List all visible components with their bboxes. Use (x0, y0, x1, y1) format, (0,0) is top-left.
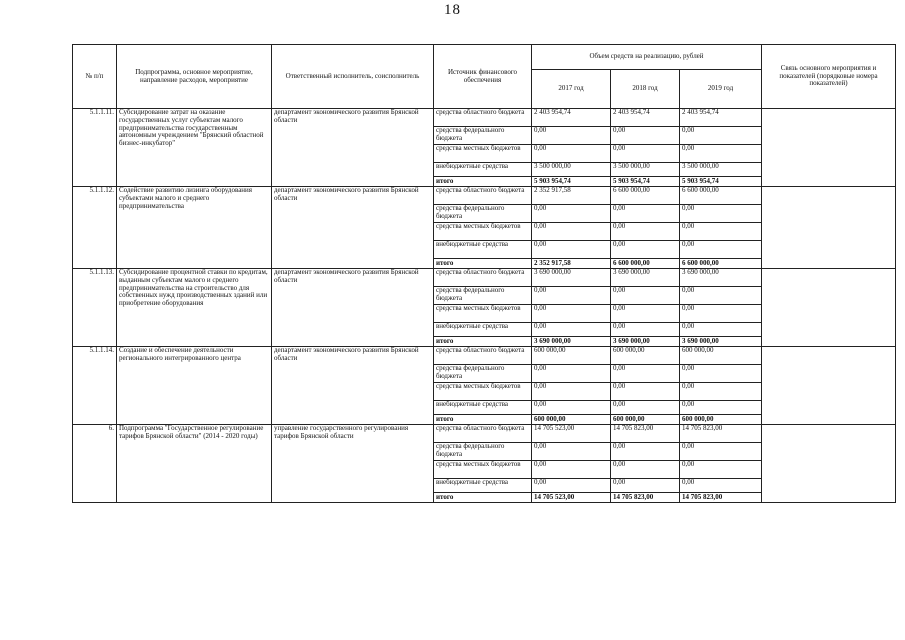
total-2018: 5 903 954,74 (611, 177, 680, 187)
amount-2019: 0,00 (680, 443, 762, 461)
amount-2018: 0,00 (611, 145, 680, 163)
amount-2018: 0,00 (611, 461, 680, 479)
row-number: 5.1.1.13. (73, 269, 117, 347)
amount-2018: 0,00 (611, 401, 680, 415)
total-2019: 14 705 823,00 (680, 493, 762, 503)
source-label: средства федерального бюджета (434, 287, 532, 305)
row-number: 5.1.1.12. (73, 187, 117, 269)
amount-2019: 0,00 (680, 287, 762, 305)
source-label: средства областного бюджета (434, 109, 532, 127)
amount-2018: 0,00 (611, 323, 680, 337)
total-2017: 5 903 954,74 (532, 177, 611, 187)
amount-2018: 0,00 (611, 365, 680, 383)
row-link (762, 187, 896, 269)
source-label: внебюджетные средства (434, 241, 532, 259)
amount-2017: 0,00 (532, 323, 611, 337)
amount-2019: 0,00 (680, 479, 762, 493)
source-label: средства областного бюджета (434, 425, 532, 443)
amount-2018: 0,00 (611, 241, 680, 259)
amount-2019: 0,00 (680, 305, 762, 323)
source-label: средства федерального бюджета (434, 127, 532, 145)
header-year-2018: 2018 год (611, 70, 680, 109)
total-2018: 600 000,00 (611, 415, 680, 425)
amount-2017: 0,00 (532, 401, 611, 415)
row-name: Субсидирование процентной ставки по кредитам, выданным субъектам малого и среднего предпринимательства на строительство для собственных нужд производственных зданий или приобретение оборудования (117, 269, 272, 347)
amount-2017: 600 000,00 (532, 347, 611, 365)
total-label: итого (434, 415, 532, 425)
amount-2017: 14 705 523,00 (532, 425, 611, 443)
amount-2017: 0,00 (532, 305, 611, 323)
amount-2019: 0,00 (680, 241, 762, 259)
amount-2017: 0,00 (532, 383, 611, 401)
row-link (762, 347, 896, 425)
source-label: внебюджетные средства (434, 401, 532, 415)
row-number: 5.1.1.11. (73, 109, 117, 187)
amount-2017: 2 352 917,58 (532, 187, 611, 205)
amount-2017: 0,00 (532, 365, 611, 383)
row-executor: управление государственного регулирования тарифов Брянской области (272, 425, 434, 503)
amount-2019: 0,00 (680, 223, 762, 241)
total-label: итого (434, 493, 532, 503)
header-link: Связь основного мероприятия и показателей (порядковые номера показателей) (762, 45, 896, 109)
amount-2019: 6 600 000,00 (680, 187, 762, 205)
row-number: 6. (73, 425, 117, 503)
amount-2018: 600 000,00 (611, 347, 680, 365)
source-label: средства федерального бюджета (434, 205, 532, 223)
page-number: 18 (444, 2, 461, 18)
amount-2019: 2 403 954,74 (680, 109, 762, 127)
amount-2017: 0,00 (532, 127, 611, 145)
table-row (73, 347, 896, 365)
amount-2019: 0,00 (680, 323, 762, 337)
header-year-2017: 2017 год (532, 70, 611, 109)
total-2017: 3 690 000,00 (532, 337, 611, 347)
total-2017: 14 705 523,00 (532, 493, 611, 503)
amount-2017: 0,00 (532, 479, 611, 493)
row-number: 5.1.1.14. (73, 347, 117, 425)
table-row (73, 187, 896, 205)
amount-2018: 0,00 (611, 305, 680, 323)
total-2019: 6 600 000,00 (680, 259, 762, 269)
total-2018: 14 705 823,00 (611, 493, 680, 503)
source-label: средства местных бюджетов (434, 383, 532, 401)
source-label: средства местных бюджетов (434, 305, 532, 323)
header-num: № п/п (73, 45, 117, 109)
amount-2018: 3 690 000,00 (611, 269, 680, 287)
source-label: внебюджетные средства (434, 163, 532, 177)
total-label: итого (434, 177, 532, 187)
total-2019: 5 903 954,74 (680, 177, 762, 187)
row-name: Содействие развитию лизинга оборудования субъектами малого и среднего предпринимательства (117, 187, 272, 269)
table-row (73, 109, 896, 127)
header-executor: Ответственный исполнитель, соисполнитель (272, 45, 434, 109)
amount-2019: 14 705 823,00 (680, 425, 762, 443)
source-label: средства федерального бюджета (434, 365, 532, 383)
amount-2017: 0,00 (532, 461, 611, 479)
amount-2018: 6 600 000,00 (611, 187, 680, 205)
header-subprogram: Подпрограмма, основное мероприятие, направление расходов, мероприятие (117, 45, 272, 109)
amount-2017: 0,00 (532, 223, 611, 241)
row-executor: департамент экономического развития Брянской области (272, 109, 434, 187)
amount-2018: 0,00 (611, 383, 680, 401)
total-label: итого (434, 259, 532, 269)
total-label: итого (434, 337, 532, 347)
amount-2017: 0,00 (532, 241, 611, 259)
source-label: внебюджетные средства (434, 479, 532, 493)
total-2018: 3 690 000,00 (611, 337, 680, 347)
table-row (73, 425, 896, 443)
header-year-2019: 2019 год (680, 70, 762, 109)
amount-2018: 0,00 (611, 127, 680, 145)
amount-2018: 3 500 000,00 (611, 163, 680, 177)
total-2019: 600 000,00 (680, 415, 762, 425)
row-name: Подпрограмма "Государственное регулирование тарифов Брянской области" (2014 - 2020 годы) (117, 425, 272, 503)
amount-2017: 0,00 (532, 205, 611, 223)
table-row (73, 269, 896, 287)
row-link (762, 109, 896, 187)
amount-2018: 0,00 (611, 443, 680, 461)
amount-2019: 600 000,00 (680, 347, 762, 365)
source-label: средства областного бюджета (434, 187, 532, 205)
row-name: Субсидирование затрат на оказание государственных услуг субъектам малого предпринимательства государственным автономным учреждением "Брянский областной бизнес-инкубатор" (117, 109, 272, 187)
header-source: Источник финансового обеспечения (434, 45, 532, 109)
amount-2019: 0,00 (680, 461, 762, 479)
amount-2019: 3 500 000,00 (680, 163, 762, 177)
amount-2019: 0,00 (680, 365, 762, 383)
amount-2018: 0,00 (611, 287, 680, 305)
amount-2017: 0,00 (532, 287, 611, 305)
amount-2018: 0,00 (611, 479, 680, 493)
total-2018: 6 600 000,00 (611, 259, 680, 269)
row-link (762, 269, 896, 347)
amount-2019: 0,00 (680, 145, 762, 163)
source-label: средства федерального бюджета (434, 443, 532, 461)
amount-2017: 0,00 (532, 443, 611, 461)
source-label: средства местных бюджетов (434, 461, 532, 479)
amount-2018: 0,00 (611, 205, 680, 223)
source-label: средства областного бюджета (434, 269, 532, 287)
total-2017: 600 000,00 (532, 415, 611, 425)
amount-2017: 3 500 000,00 (532, 163, 611, 177)
row-executor: департамент экономического развития Брянской области (272, 187, 434, 269)
header-funds-group: Объем средств на реализацию, рублей (532, 45, 762, 70)
amount-2019: 0,00 (680, 383, 762, 401)
row-executor: департамент экономического развития Брянской области (272, 347, 434, 425)
source-label: внебюджетные средства (434, 323, 532, 337)
source-label: средства местных бюджетов (434, 223, 532, 241)
amount-2017: 3 690 000,00 (532, 269, 611, 287)
total-2017: 2 352 917,58 (532, 259, 611, 269)
amount-2018: 0,00 (611, 223, 680, 241)
row-executor: департамент экономического развития Брянской области (272, 269, 434, 347)
amount-2019: 0,00 (680, 401, 762, 415)
amount-2019: 0,00 (680, 127, 762, 145)
source-label: средства областного бюджета (434, 347, 532, 365)
total-2019: 3 690 000,00 (680, 337, 762, 347)
amount-2018: 14 705 823,00 (611, 425, 680, 443)
row-name: Создание и обеспечение деятельности регионального интегрированного центра (117, 347, 272, 425)
source-label: средства местных бюджетов (434, 145, 532, 163)
amount-2017: 2 403 954,74 (532, 109, 611, 127)
budget-table (72, 44, 896, 503)
amount-2017: 0,00 (532, 145, 611, 163)
amount-2019: 3 690 000,00 (680, 269, 762, 287)
row-link (762, 425, 896, 503)
amount-2019: 0,00 (680, 205, 762, 223)
amount-2018: 2 403 954,74 (611, 109, 680, 127)
